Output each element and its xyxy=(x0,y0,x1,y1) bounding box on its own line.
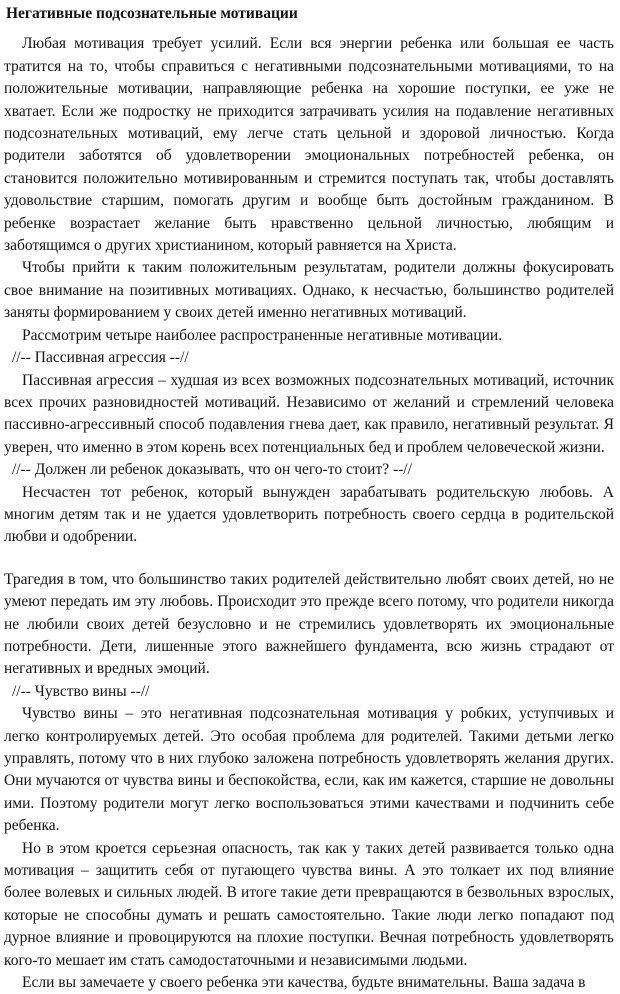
paragraph-6: Трагедия в том, что большинство таких родителей действительно любят своих детей, но не умеют передать им эту любовь. Происходит это прежде всего потому, что родители никогда не любили своих детей безусловно и не стремились удовлетворять их эмоциональные потребности. Дети, лишенные этого важнейшего фундамента, всю жизнь страдают от негативных и вредных эмоций. xyxy=(4,570,614,678)
paragraph-7: Чувство вины – это негативная подсознательная мотивация у робких, уступчивых и легко контролируемых детей. Это особая проблема для родителей. Такими детьми легко управлять, потому что в них глубоко заложена потребность удовлетворять желания других. Они мучаются от чувства вины и беспокойства, если, как им кажется, старшие не довольны ими. Поэтому родители могут легко воспользоваться этими качествами и подчинить себе ребенка. xyxy=(4,705,614,835)
paragraph-8: Но в этом кроется серьезная опасность, так как у таких детей развивается только одна мотивация – защитить себя от пугающего чувства вины. А это толкает их под влияние более волевых и сильных людей. В итоге такие дети превращаются в безвольных взрослых, которые не способны думать и решать самостоятельно. Такие люди легко попадают под дурное влияние и провоцируются на плохие поступки. Вечная потребность удовлетворять кого-то мешает им стать самодостаточными и независимыми людьми. xyxy=(4,839,614,969)
paragraph-1: Любая мотивация требует усилий. Если вся энергии ребенка или большая ее часть тратится на то, чтобы справиться с негативными подсознательными мотивациями, то на положительные мотивации, направляющие ребенка на хорошие поступки, ее уже не хватает. Если же подростку не приходится затрачивать усилия на подавление негативных подсознательных мотиваций, ему легче стать цельной и здоровой личностью. Когда родители заботятся об удовлетворении эмоциональных потребностей ребенка, он становится положительно мотивированным и стремится поступать так, чтобы доставлять удовольствие старшим, помогать другим и вообще быть достойным гражданином. В ребенке возрастает желание быть нравственно цельной личностью, любящим и заботящимся о других христианином, который равняется на Христа. xyxy=(4,35,614,255)
paragraph-3: Рассмотрим четыре наиболее распространенные негативные мотивации. xyxy=(22,326,503,344)
page-title: Негативные подсознательные мотивации xyxy=(6,5,298,22)
paragraph-4: Пассивная агрессия – худшая из всех возможных подсознательных мотиваций, источник всех прочих разновидностей мотиваций. Независимо от желаний и стремлений человека пассивно-агрессивный способ подавления гнева дает, как правило, негативный результат. Я уверен, что именно в этом корень всех потенциальных бед и проблем человеческой жизни. xyxy=(4,371,614,456)
section-heading-guilt: //-- Чувство вины --// xyxy=(12,682,150,700)
paragraph-2: Чтобы прийти к таким положительным результатам, родители должны фокусировать свое внимание на позитивных мотивациях. Однако, к несчастью, большинство родителей заняты формированием у своих детей именно негативных мотиваций. xyxy=(4,259,614,322)
paragraph-9: Если вы замечаете у своего ребенка эти качества, будьте внимательны. Ваша задача в xyxy=(22,974,586,992)
section-heading-passive-aggression: //-- Пассивная агрессия --// xyxy=(12,349,189,367)
paragraph-5: Несчастен тот ребенок, который вынужден зарабатывать родительскую любовь. А многим детям так и не удается удовлетворить потребность своего сердца в родительской любви и одобрении. xyxy=(4,483,614,546)
section-heading-prove-worth: //-- Должен ли ребенок доказывать, что он чего-то стоит? --// xyxy=(12,461,412,479)
